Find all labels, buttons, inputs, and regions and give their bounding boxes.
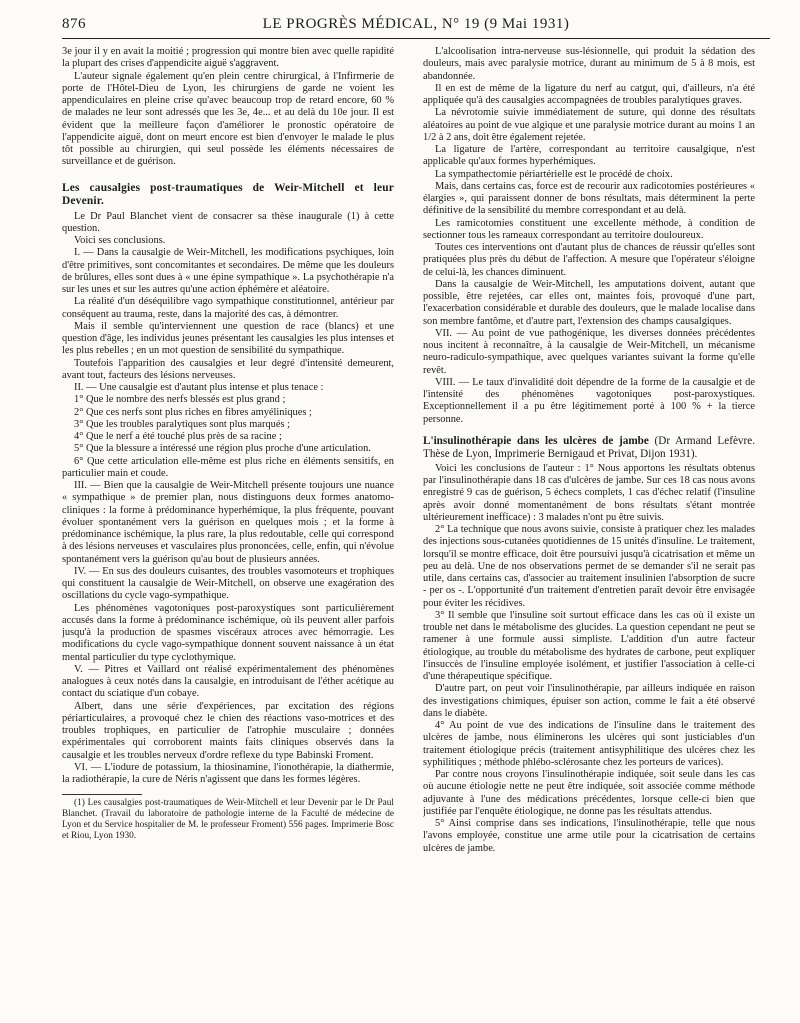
paragraph: 2° La technique que nous avons suivie, consiste à pratiquer chez les malades des injections sous-cutanées quotidiennes de 15 unités d'insuline. Le traitement, lorsqu'il se montre efficace, doit être poursuivi jusqu'à cicatrisation et même un peu au delà. Une de nos observations permet de se demander s'il ne serait pas utile, dans certains cas, d'associer au traitement insulinien l'absorption de sucre - per os -. L'opportunité d'un traitement d'entretien paraît devoir être envisagée pour éviter les récidives. — [423, 524, 755, 609]
list-item: 5° Que la blessure a intéressé une région plus proche d'une articulation. — [74, 443, 371, 455]
footnote: (1) Les causalgies post-traumatiques de Weir-Mitchell et leur Devenir par le Dr Paul Blanchet. (Travail du laboratoire de pathologie interne de la Faculté de médecine de Lyon et du Service hospitalier de M. le professeur Froment) 556 pages. Imprimerie Bosc et Riou, Lyon 1930. — [62, 798, 394, 842]
paragraph: IV. — En sus des douleurs cuisantes, des troubles vasomoteurs et trophiques qui constituent la causalgie de Weir-Mitchell, on observe une exagération des oscillations du cycle vago-sympathique. — [62, 565, 394, 602]
paragraph: Albert, dans une série d'expériences, par excitation des régions périarticulaires, a provoqué chez le chien des réactions vaso-motrices et des troubles trophiques, en particulier de l'atrophie musculaire ; données expérimentales qui corroborent maints faits cliniques observés dans la causalgie et les troubles nerveux d'ordre reflexe du type Babinski Froment. — [62, 700, 394, 761]
paragraph: Mais il semble qu'interviennent une question de race (blancs) et une question d'âge, les individus jeunes présentant les causalgies les plus intenses et les plus rebelles ; en un mot question de sensibilité du sympathique. — [62, 320, 394, 357]
paragraph: La sympathectomie périartérielle est le procédé de choix. — [435, 168, 673, 180]
paragraph: Voici ses conclusions. — [74, 235, 166, 246]
section-title-insulinotherapie — [423, 435, 755, 461]
list-item: 3° Que les troubles paralytiques sont plus marqués ; — [74, 418, 290, 430]
paragraph: Les ramicotomies constituent une excellente méthode, à condition de sectionner tous les rameaux correspondant au territoire douloureux. — [423, 217, 755, 241]
paragraph: II. — Une causalgie est d'autant plus intense et plus tenace : — [74, 382, 324, 393]
paragraph: Dans la causalgie de Weir-Mitchell, les amputations doivent, autant que possible, être rejetées, car elles ont, maintes fois, provoqué d'une part, l'exacerbation considérable et durable des douleurs, que le malade localise dans son membre fantôme, et d'autre part, l'extension des champs causalgiques. — [423, 278, 755, 327]
paragraph: L'auteur signale également qu'en plein centre chirurgical, à l'Infirmerie de porte de l'Hôtel-Dieu de Lyon, les chirurgiens de garde ne voient les appendiculaires en pleine crise qu'avec beaucoup trop de retard encore, 60 % de malades ne leur sont adressés que les 3e, 4e... et au delà du 10e jour. Il est évident que la meilleure façon d'améliorer le pronostic opératoire de l'appendicite aiguë, dont on meurt encore est bien d'envoyer le malade le plus tôt possible au chirurgien, qui seul possède les éléments nécessaires de surveillance et de guérison. — [62, 70, 394, 168]
paragraph: Mais, dans certains cas, force est de recourir aux radicotomies postérieures « élargies », qui paraissent donner de bons résultats, mais déterminent la perte définitive de la sensibilité du membre correspondant et au delà. — [423, 180, 755, 217]
paragraph: Toutefois l'apparition des causalgies et leur degré d'intensité demeurent, avant tout, facteurs des lésions nerveuses. — [62, 357, 394, 381]
paragraph: 5° Ainsi comprise dans ses indications, l'insulinothérapie, telle que nous l'avons employée, constitue une arme utile pour la cicatrisation de certains ulcères de jambe. — [423, 818, 755, 854]
footnote-divider — [62, 794, 142, 795]
list-item: 1° Que le nombre des nerfs blessés est plus grand ; — [74, 394, 286, 406]
journal-title: LE PROGRÈS MÉDICAL, N° 19 (9 Mai 1931) — [262, 16, 570, 32]
paragraph: Les phénomènes vagotoniques post-paroxystiques sont particulièrement accusés dans la forme à prédominance ischémique, où ils peuvent aller parfois jusqu'à la production de spasmes viscéraux atroces avec hémorragie. Les modifications du cycle vago-sympathique donnent souvent naissance à un état mental particulier du type cyclothymique. — [62, 602, 394, 663]
section-title-reference: (Dr Armand Lefèvre. Thèse de Lyon, Imprimerie Bernigaud et Privat, Dijon 1931). — [423, 434, 755, 460]
paragraph: 3° Il semble que l'insuline soit surtout efficace dans les cas où il existe un trouble net dans le métabolisme des glucides. La question cependant ne peut se ramener à une formule aussi simpliste. L'addition d'un autre facteur étiologique, au trouble du métabolisme des hydrates de carbone, peut expliquer l'insuccès de l'insuline employée isolément, et justifier l'association à celle-ci d'une thérapeutique spécifique. — [423, 609, 755, 682]
paragraph: VIII. — Le taux d'invalidité doit dépendre de la forme de la causalgie et de l'intensité des phénomènes vagotoniques post-paroxystiques. Exceptionnellement il a pu être légitimement porté à 100 % + la tierce personne. — [423, 376, 755, 425]
paragraph: Toutes ces interventions ont d'autant plus de chances de réussir qu'elles sont pratiquées plus près du début de l'affection. A mesure que l'opérateur s'éloigne de celui-là, les chances diminuent. — [423, 242, 755, 278]
paragraph: Voici les conclusions de l'auteur : 1° Nous apportons les résultats obtenus par l'insulinothérapie dans 18 cas d'ulcères de jambe. Sur ces 18 cas nous avons enregistré 9 cas de guérison, 5 échecs complets, 1 cas d'échec relatif (l'insuline après avoir donné momentanément de bons résultats s'étant montrée ultérieurement inefficace) : 3 malades n'ont pu être suivis. — [423, 462, 755, 523]
paragraph: D'autre part, on peut voir l'insulinothérapie, par ailleurs indiquée en raison des investigations chimiques, épuiser son action, comme le fait a été observé dans le diabète. — [423, 683, 755, 719]
paragraph: VI. — L'iodure de potassium, la thiosinamine, l'ionothérapie, la diathermie, la radiothérapie, la cure de Néris n'agissent que dans les formes légères. — [62, 761, 394, 785]
paragraph: L'alcoolisation intra-nerveuse sus-lésionnelle, qui produit la sédation des douleurs, mais avec paralysie motrice, durant au minimum de 5 à 8 mois, est abandonnée. — [423, 46, 755, 82]
list-item: 2° Que ces nerfs sont plus riches en fibres amyéliniques ; — [74, 406, 312, 418]
paragraph: 4° Au point de vue des indications de l'insuline dans le traitement des ulcères de jambe, nous éliminerons les ulcères qui sont justiciables d'un traitement étiologique précis (traitement antisyphilitique des ulcères chez les syphilitiques ; méthode phlébo-sclérosante chez les porteurs de varices). — [423, 720, 755, 768]
paragraph: La névrotomie suivie immédiatement de suture, qui donne des résultats aléatoires au point de vue algique et une paralysie motrice durant au moins 1 an 1/2 à 2 ans, doit être également rejetée. — [423, 107, 755, 143]
section-title-causalgies: Les causalgies post-traumatiques de Weir-Mitchell et leur Devenir. — [62, 181, 394, 207]
paragraph: La réalité d'un déséquilibre vago sympathique constitutionnel, antérieur par conséquent au trauma, reste, dans la majorité des cas, à démontrer. — [62, 296, 394, 320]
section-title-text: L'insulinothérapie dans les ulcères de jambe — [423, 434, 649, 447]
right-column — [423, 46, 755, 1011]
paragraph: VII. — Au point de vue pathogénique, les diverses données précédentes nous incitent à reconnaître, à la causalgie de Weir-Mitchell, un mécanisme neuro-radiculo-sympathique, avec quelques variantes suivant la forme qu'elle revêt. — [423, 327, 755, 376]
list-item: 4° Que le nerf a été touché plus près de sa racine ; — [74, 431, 282, 442]
paragraph: Par contre nous croyons l'insulinothérapie indiquée, soit seule dans les cas où aucune étiologie nette ne peut être indiquée, soit associée comme méthode adjuvante à l'une des médications précédentes, lorsque celle-ci bien que justifiée par l'enquête étiologique, ne donne pas les résultats attendus. — [423, 769, 755, 817]
left-column — [62, 46, 394, 1011]
paragraph: V. — Pitres et Vaillard ont réalisé expérimentalement des phénomènes analogues à ceux notés dans la causalgie, en introduisant de l'éther acétique au contact du sciatique d'un cobaye. — [62, 663, 394, 700]
paragraph: I. — Dans la causalgie de Weir-Mitchell, les modifications psychiques, loin d'être primitives, sont concomitantes et secondaires. De même que les douleurs de brûlures, elles sont dues à « une épine sympathique ». La psychothérapie n'a sur les unes et sur les autres qu'une action éphémère et aléatoire. — [62, 247, 394, 295]
paragraph: 3e jour il y en avait la moitié ; progression qui montre bien avec quelle rapidité la plupart des crises d'appendicite aiguë s'aggravent. — [62, 46, 394, 70]
paragraph: Le Dr Paul Blanchet vient de consacrer sa thèse inaugurale (1) à cette question. — [62, 210, 394, 234]
paragraph: Il en est de même de la ligature du nerf au catgut, qui, d'ailleurs, n'a été appliquée qu'à des causalgies accompagnées de troubles paralytiques graves. — [423, 82, 755, 106]
list-item: 6° Que cette articulation elle-même est plus riche en éléments sensitifs, en particulier main et coude. — [62, 455, 394, 479]
page-number: 876 — [62, 16, 86, 32]
paragraph: La ligature de l'artère, correspondant au territoire causalgique, n'est applicable qu'aux formes hyperhémiques. — [423, 144, 755, 168]
page-header — [62, 14, 770, 39]
paragraph: III. — Bien que la causalgie de Weir-Mitchell présente toujours une nuance « sympathique » de premier plan, nous distinguons deux formes anatomo-cliniques : la forme à prédominance hyperhémique, la plus fréquente, pouvant évoluer spontanément vers la guérison en quelques mois ; et la forme à prédominance ischémique, la plus rare, la plus redoutable, celle qui correspond à des lésions nerveuses et vasculaires plus prononcées, celle, enfin, qui n'évolue spontanément vers la guérison qu'au bout de plusieurs années. — [62, 480, 394, 565]
